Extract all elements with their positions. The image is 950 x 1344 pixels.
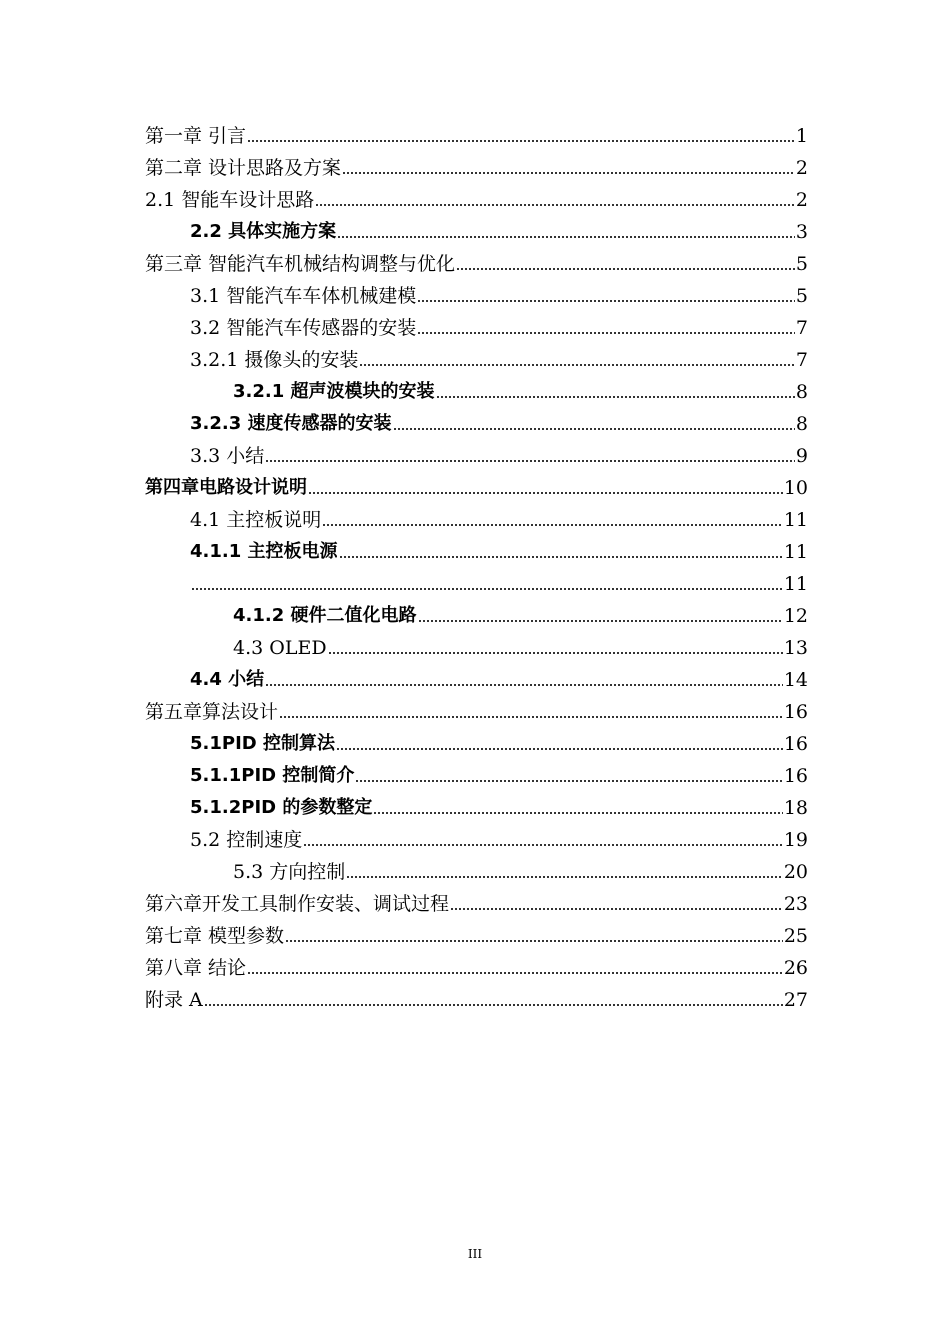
toc-leader-dots (336, 747, 783, 751)
toc-entry-title: 5.2 控制速度 (190, 829, 303, 851)
toc-entry[interactable] (145, 212, 808, 244)
toc-entry[interactable] (145, 884, 808, 916)
toc-entry[interactable] (145, 244, 808, 276)
toc-entry-page: 3 (795, 221, 808, 243)
toc-entry[interactable] (145, 852, 808, 884)
toc-entry-page: 11 (783, 509, 808, 531)
toc-entry-title: 第二章 设计思路及方案 (145, 157, 342, 179)
toc-entry[interactable] (145, 276, 808, 308)
toc-leader-dots (315, 203, 795, 207)
toc-entry[interactable] (145, 788, 808, 820)
toc-entry-page: 16 (783, 765, 808, 787)
toc-leader-dots (456, 267, 795, 271)
toc-leader-dots (204, 1003, 783, 1007)
toc-entry-page: 14 (783, 669, 808, 691)
toc-leader-dots (393, 427, 795, 431)
toc-entry[interactable] (145, 180, 808, 212)
toc-entry-page: 16 (783, 733, 808, 755)
toc-leader-dots (265, 459, 795, 463)
toc-entry-title: 第三章 智能汽车机械结构调整与优化 (145, 253, 456, 275)
toc-entry[interactable] (145, 564, 808, 596)
toc-leader-dots (450, 907, 783, 911)
toc-entry-title: 3.2.1 超声波模块的安装 (233, 381, 435, 402)
toc-entry-title: 3.2 智能汽车传感器的安装 (190, 317, 417, 339)
toc-entry-title: 4.3 OLED (233, 637, 327, 659)
toc-leader-dots (247, 139, 795, 143)
toc-leader-dots (265, 683, 783, 687)
toc-entry[interactable] (145, 404, 808, 436)
toc-leader-dots (191, 587, 783, 591)
toc-entry-title: 4.1 主控板说明 (190, 509, 322, 531)
toc-entry-title: 5.1PID 控制算法 (190, 733, 335, 754)
toc-leader-dots (417, 299, 795, 303)
toc-entry[interactable] (145, 660, 808, 692)
toc-leader-dots (359, 363, 795, 367)
toc-entry-title: 3.2.3 速度传感器的安装 (190, 413, 392, 434)
toc-entry-page: 11 (783, 541, 808, 563)
toc-entry-title: 3.1 智能汽车车体机械建模 (190, 285, 417, 307)
toc-entry-title: 第七章 模型参数 (145, 925, 285, 947)
toc-entry-title: 第五章算法设计 (145, 701, 279, 723)
toc-entry-page: 10 (783, 477, 808, 499)
toc-entry-title: 第八章 结论 (145, 957, 247, 979)
toc-entry-title: 附录 A (145, 989, 203, 1011)
toc-entry[interactable] (145, 756, 808, 788)
toc-entry[interactable] (145, 628, 808, 660)
toc-entry-title: 第四章电路设计说明 (145, 477, 307, 498)
toc-leader-dots (303, 843, 783, 847)
toc-entry-page: 1 (795, 125, 808, 147)
toc-leader-dots (355, 779, 782, 783)
toc-entry-page: 7 (795, 349, 808, 371)
toc-leader-dots (308, 491, 783, 495)
toc-entry-title: 2.2 具体实施方案 (190, 221, 337, 242)
toc-entry-title: 5.3 方向控制 (233, 861, 346, 883)
toc-entry[interactable] (145, 468, 808, 500)
toc-entry-page: 8 (795, 413, 808, 435)
toc-entry-title: 第六章开发工具制作安装、调试过程 (145, 893, 450, 915)
toc-leader-dots (339, 555, 783, 559)
toc-entry[interactable] (145, 596, 808, 628)
toc-entry-page: 16 (783, 701, 808, 723)
toc-entry-title: 3.3 小结 (190, 445, 265, 467)
toc-entry[interactable] (145, 308, 808, 340)
toc-entry[interactable] (145, 372, 808, 404)
toc-entry-page: 20 (783, 861, 808, 883)
toc-entry-page: 8 (795, 381, 808, 403)
toc-entry-page: 18 (783, 797, 808, 819)
toc-entry[interactable] (145, 532, 808, 564)
toc-entry-page: 2 (795, 157, 808, 179)
toc-entry[interactable] (145, 340, 808, 372)
toc-entry-title: 第一章 引言 (145, 125, 247, 147)
toc-entry-page: 27 (783, 989, 808, 1011)
toc-entry[interactable] (145, 692, 808, 724)
toc-leader-dots (328, 651, 783, 655)
toc-entry-page: 13 (783, 637, 808, 659)
toc-entry[interactable] (145, 948, 808, 980)
toc-leader-dots (322, 523, 783, 527)
toc-leader-dots (337, 235, 795, 239)
toc-leader-dots (285, 939, 783, 943)
toc-leader-dots (342, 171, 795, 175)
toc-leader-dots (279, 715, 783, 719)
toc-entry-page: 12 (783, 605, 808, 627)
toc-entry-page: 9 (795, 445, 808, 467)
toc-leader-dots (418, 619, 783, 623)
toc-entry[interactable] (145, 436, 808, 468)
toc-entry-page: 19 (783, 829, 808, 851)
toc-leader-dots (346, 875, 783, 879)
toc-entry-title: 4.4 小结 (190, 669, 265, 690)
table-of-contents (145, 116, 808, 1012)
toc-entry[interactable] (145, 148, 808, 180)
page-number-footer: III (467, 1247, 483, 1261)
toc-entry-title: 2.1 智能车设计思路 (145, 189, 315, 211)
toc-entry-page: 2 (795, 189, 808, 211)
toc-entry[interactable] (145, 980, 808, 1012)
toc-entry[interactable] (145, 116, 808, 148)
toc-entry-title: 5.1.1PID 控制简介 (190, 765, 355, 786)
toc-entry-title: 4.1.1 主控板电源 (190, 541, 338, 562)
toc-leader-dots (417, 331, 795, 335)
toc-entry-page: 5 (795, 253, 808, 275)
toc-entry-page: 23 (783, 893, 808, 915)
toc-entry-page: 7 (795, 317, 808, 339)
toc-entry-page: 11 (783, 573, 808, 595)
toc-leader-dots (436, 395, 795, 399)
toc-entry-page: 5 (795, 285, 808, 307)
toc-entry[interactable] (145, 724, 808, 756)
toc-entry[interactable] (145, 916, 808, 948)
toc-entry-page: 25 (783, 925, 808, 947)
toc-entry[interactable] (145, 820, 808, 852)
toc-entry-title: 5.1.2PID 的参数整定 (190, 797, 373, 818)
toc-entry-page: 26 (783, 957, 808, 979)
toc-entry-title: 4.1.2 硬件二值化电路 (233, 605, 417, 626)
toc-entry[interactable] (145, 500, 808, 532)
toc-leader-dots (373, 811, 782, 815)
toc-leader-dots (247, 971, 783, 975)
toc-entry-title: 3.2.1 摄像头的安装 (190, 349, 359, 371)
